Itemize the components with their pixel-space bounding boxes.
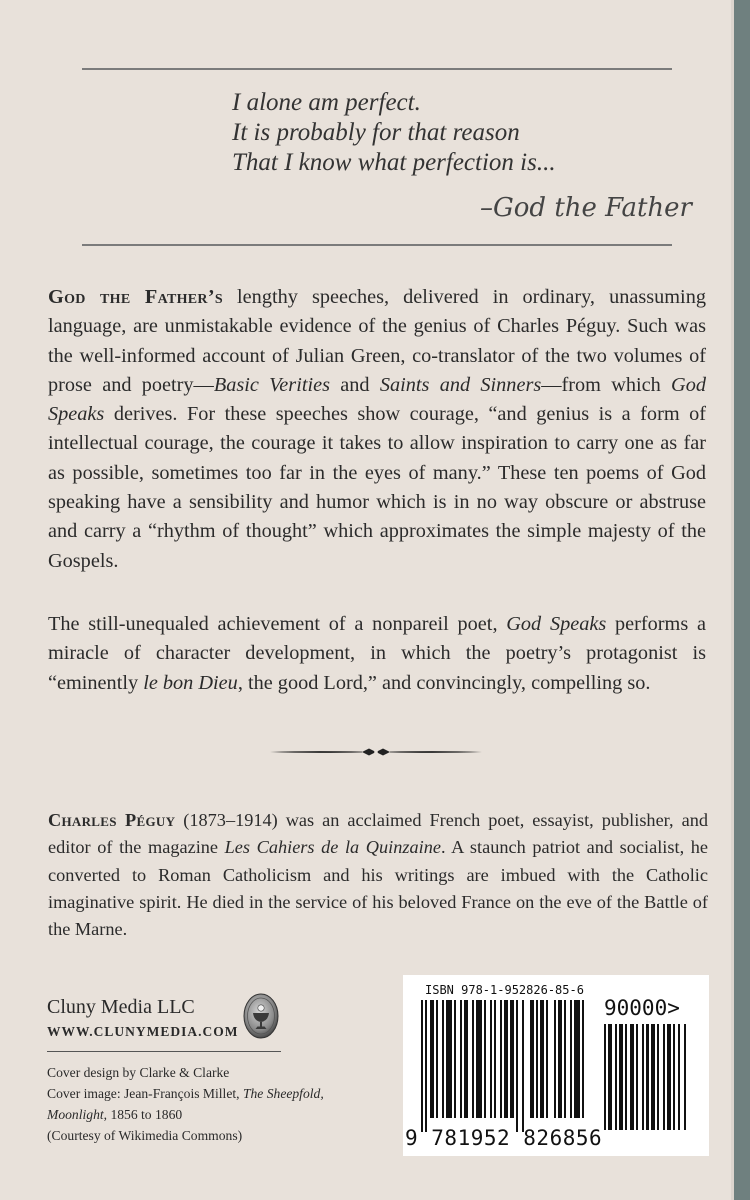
chalice-seal-icon	[243, 993, 279, 1039]
text-run: , the good Lord,” and convincingly, compelling so.	[237, 671, 651, 694]
text-run: and	[330, 373, 380, 396]
italic-title: Basic Verities	[213, 373, 331, 396]
text-run: , 1856 to 1860	[103, 1107, 183, 1122]
author-bio	[48, 807, 708, 943]
description-paragraph-2	[48, 610, 706, 698]
cover-credits	[47, 1062, 367, 1146]
publisher-website: WWW.CLUNYMEDIA.COM	[47, 1024, 239, 1039]
text-run: . A staunch patriot and socialist, he converted to Roman Catholicism and his writings are imbued with the Catholic imaginative spirit. He died in the service of his beloved France on the eve of the Battle of the Marne.	[48, 837, 708, 940]
text-run: (1873–1914) was an acclaimed French poet, essayist, publisher, and editor of the magazine	[48, 810, 709, 858]
description-paragraph-1	[48, 283, 706, 576]
isbn-number: ISBN 978-1-952826-85-6	[425, 983, 584, 997]
italic-phrase: le bon Dieu	[143, 671, 238, 694]
top-rule	[82, 68, 672, 70]
quote-attribution: –God the Father	[480, 193, 692, 223]
ornament-divider-icon	[270, 744, 482, 760]
addon-barcode-icon	[604, 1024, 692, 1130]
spine-strip	[734, 0, 750, 1200]
italic-title: God Speaks	[48, 373, 706, 426]
italic-title: Saints and Sinners	[379, 373, 542, 396]
quote-line: It is probably for that reason	[232, 119, 520, 146]
image-credit-cont	[47, 1104, 367, 1125]
price-code: 90000>	[604, 996, 680, 1020]
text-run: The still-unequaled achievement of a nonpareil poet,	[48, 613, 507, 635]
author-name-small-caps: Charles Péguy	[48, 810, 176, 830]
ean-barcode-icon	[421, 1000, 585, 1132]
publisher-name: Cluny Media LLC	[47, 996, 195, 1018]
text-run: Cover image: Jean-François Millet,	[47, 1086, 243, 1101]
italic-title: God Speaks	[506, 613, 607, 635]
epigraph-quote	[232, 88, 692, 178]
italic-title: Les Cahiers de la Quinzaine	[224, 837, 441, 858]
text-run: performs a miracle of character development, in which the poetry’s protagonist is “eminently	[48, 613, 706, 694]
quote-line: That I know what perfection is...	[232, 149, 556, 176]
quote-bottom-rule	[82, 244, 672, 246]
design-credit: Cover design by Clarke & Clarke	[47, 1065, 230, 1080]
credits-rule	[47, 1051, 281, 1052]
courtesy-credit: (Courtesy of Wikimedia Commons)	[47, 1128, 243, 1143]
text-run: —from which	[541, 373, 672, 396]
quote-line: I alone am perfect.	[232, 89, 421, 116]
text-run: lengthy speeches, delivered in ordinary, unassuming language, are unmistakable evidence of the genius of Charles Péguy. Such was the well-informed account of Julian Green, co-translator of the two volumes of prose and poetry—	[48, 286, 706, 396]
italic-title: The Sheepfold,	[242, 1086, 324, 1101]
italic-title: Moonlight	[47, 1107, 104, 1122]
text-run: derives. For these speeches show courage, “and genius is a form of intellectual courage, the courage it takes to allow inspiration to carry one as far as possible, sometimes too far in the eyes of many.” These ten poems of God speaking have a sensibility and humor which is in no way obscure or abstruse and carry a “rhythm of thought” which approximates the simple majesty of the Gospels.	[48, 403, 706, 572]
image-credit	[47, 1083, 367, 1104]
ean-digits: 9 781952 826856	[405, 1126, 603, 1150]
lead-small-caps: God the Father’s	[48, 286, 223, 308]
